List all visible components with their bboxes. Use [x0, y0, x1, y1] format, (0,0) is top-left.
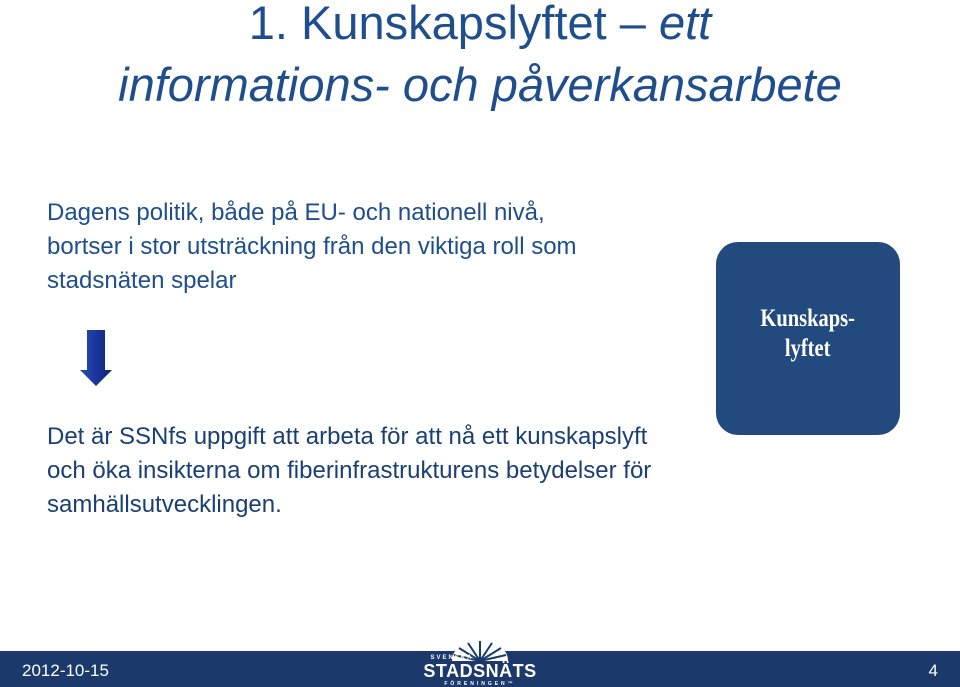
badge-label	[761, 304, 856, 364]
paragraph-policy: Dagens politik, både på EU- och nationell nivå, bortser i stor utsträckning från den viktiga roll som stadsnäten spelar	[47, 199, 577, 294]
title-italic-word: ett	[658, 0, 712, 49]
ssnf-logo	[420, 637, 540, 687]
logo-top-text: SVENSKA	[430, 655, 474, 661]
kunskapslyftet-badge	[716, 242, 900, 435]
title-line-1	[0, 0, 960, 54]
footer-date: 2012-10-15	[22, 661, 109, 680]
down-arrow-icon	[80, 330, 112, 386]
title-plain: 1. Kunskapslyftet –	[248, 0, 659, 49]
page-number: 4	[928, 661, 938, 680]
logo-main-text: STADSNÄTS	[423, 661, 537, 681]
slide-title	[0, 0, 960, 116]
badge-line-1: Kunskaps-	[760, 304, 856, 332]
badge-line-2: lyftet	[785, 334, 831, 362]
paragraph-mission: Det är SSNfs uppgift att arbeta för att nå ett kunskapslyft och öka insikterna om fiberinfrastrukturens betydelser för samhällsutvecklingen.	[47, 423, 652, 518]
title-line-2: informations- och påverkansarbete	[118, 58, 842, 111]
logo-bottom-text: FÖRENINGEN™	[444, 681, 516, 687]
